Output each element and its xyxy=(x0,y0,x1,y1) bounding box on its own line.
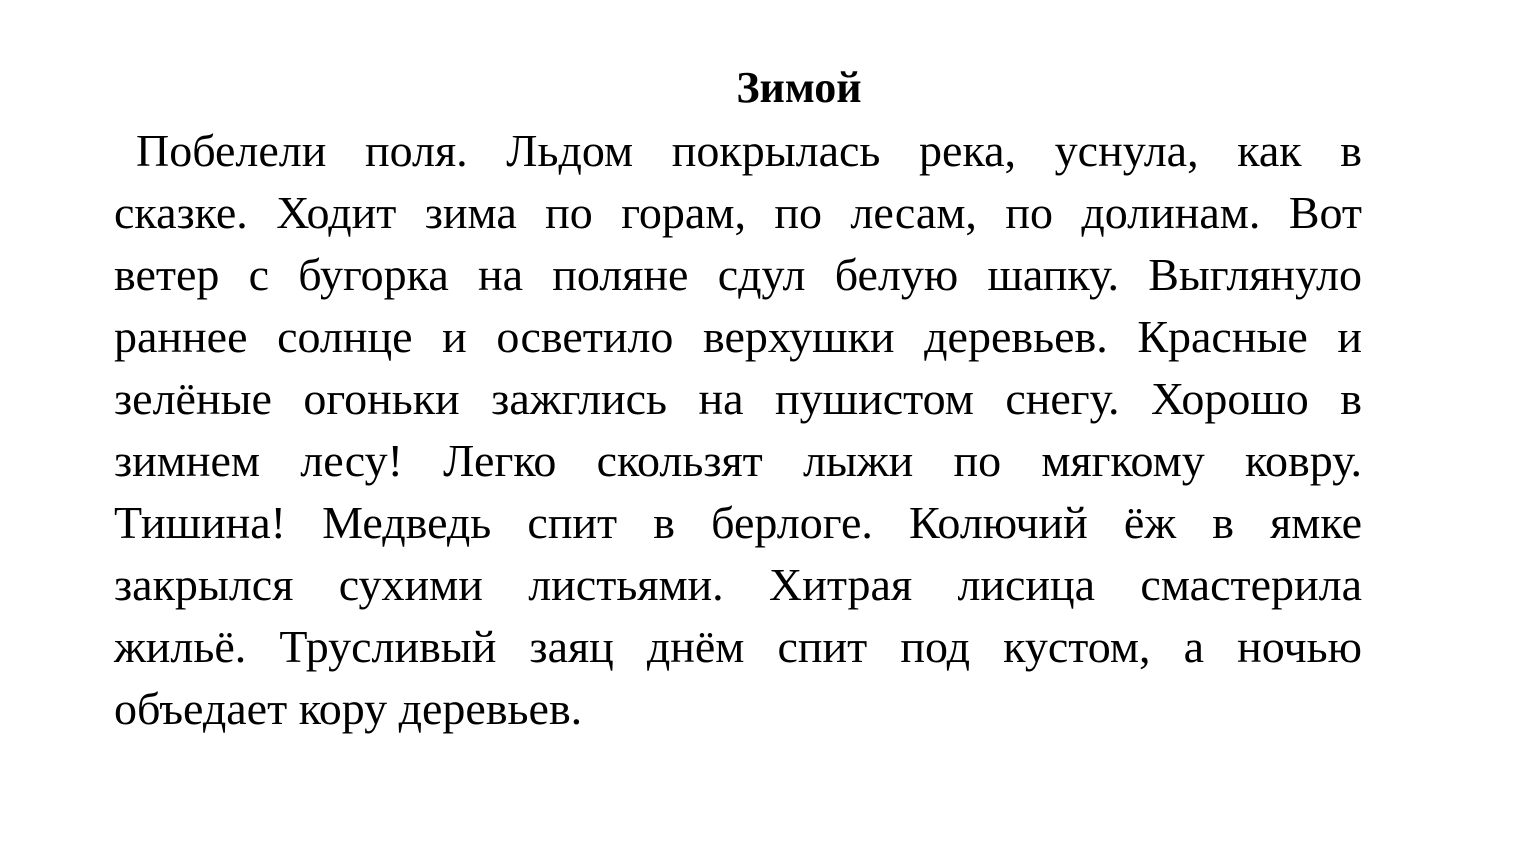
text-line: зимнем лесу! Легко скользят лыжи по мягкому ковру. xyxy=(114,435,1362,486)
story-paragraph xyxy=(114,120,1362,740)
text-line: сказке. Ходит зима по горам, по лесам, по долинам. Вот xyxy=(114,187,1362,238)
text-line: раннее солнце и осветило верхушки деревьев. Красные и xyxy=(114,311,1362,362)
text-line: Тишина! Медведь спит в берлоге. Колючий ёж в ямке xyxy=(114,497,1362,548)
text-line: Побелели поля. Льдом покрылась река, уснула, как в xyxy=(136,125,1362,176)
text-line: объедает кору деревьев. xyxy=(114,683,583,734)
text-line: жильё. Трусливый заяц днём спит под кустом, а ночью xyxy=(114,621,1362,672)
document-title: Зимой xyxy=(736,63,862,112)
text-line: зелёные огоньки зажглись на пушистом снегу. Хорошо в xyxy=(114,373,1362,424)
text-line: закрылся сухими листьями. Хитрая лисица смастерила xyxy=(114,559,1362,610)
text-line: ветер с бугорка на поляне сдул белую шапку. Выглянуло xyxy=(114,249,1362,300)
